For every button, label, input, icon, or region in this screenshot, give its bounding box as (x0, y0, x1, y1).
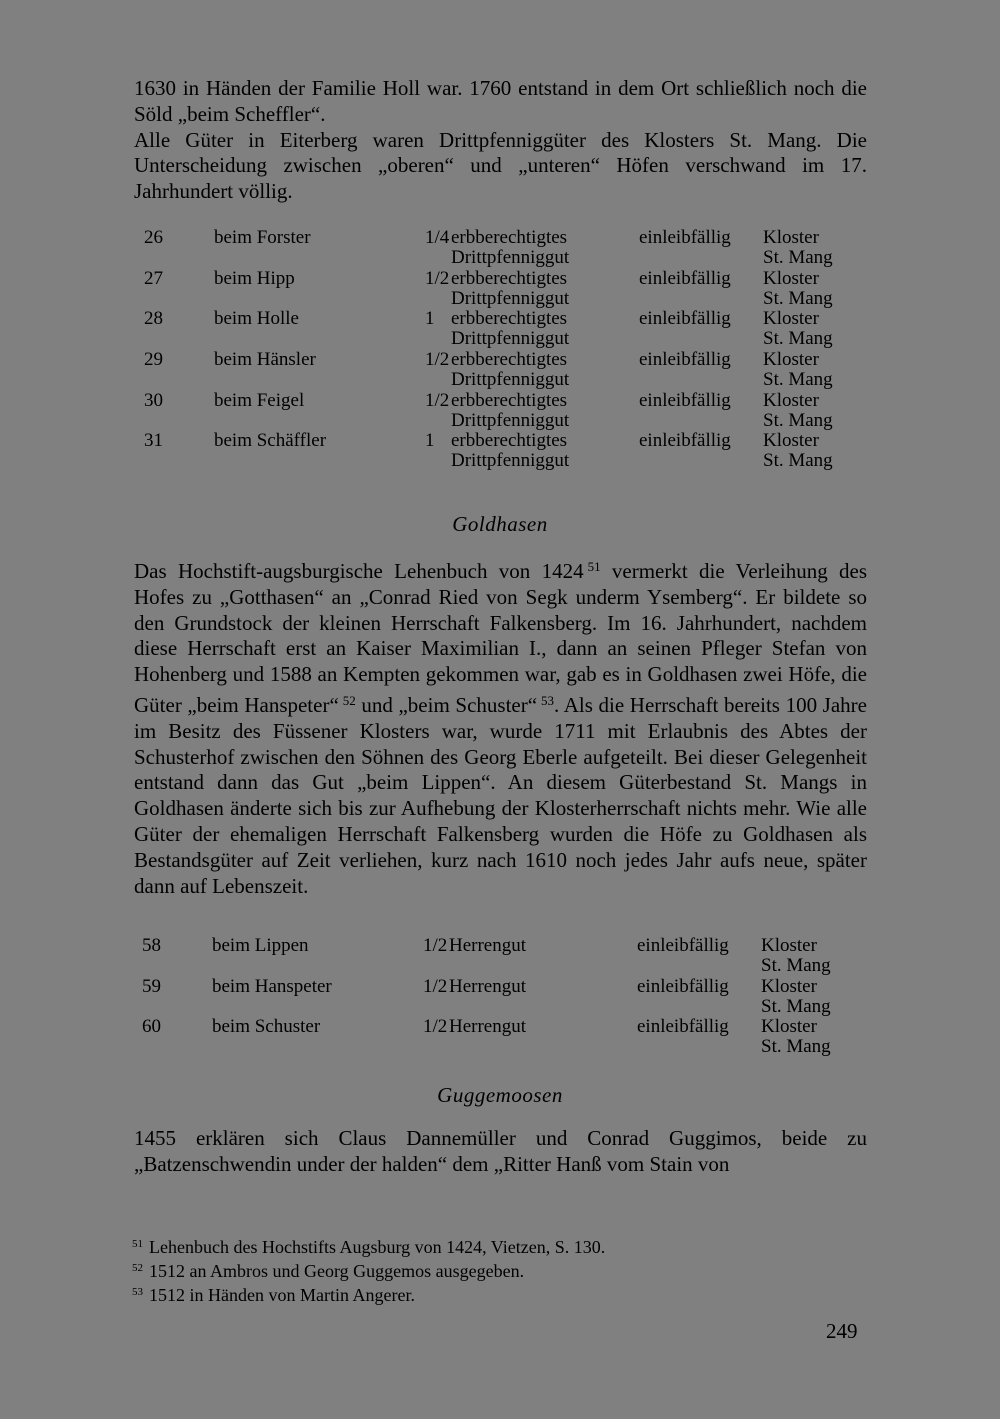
farm-type: erbberechtigtes (451, 308, 568, 330)
footnote-text: Lehenbuch des Hochstifts Augsburg von 1424, Vietzen, S. 130. (149, 1237, 606, 1257)
owner: Kloster (761, 935, 817, 956)
table-row (0, 1016, 1000, 1057)
table-row (0, 430, 1000, 471)
footnote-number: 53 (132, 1286, 143, 1298)
goldhasen-paragraph (134, 554, 867, 899)
row-number: 58 (142, 935, 161, 956)
farm-status: einleibfällig (639, 349, 731, 371)
owner-2: St. Mang (763, 450, 833, 472)
intro-paragraph (134, 76, 867, 205)
farm-status: einleibfällig (639, 227, 731, 248)
footnote-number: 52 (132, 1262, 143, 1274)
farm-type-2: Drittpfenniggut (451, 369, 570, 391)
farm-name: beim Lippen (212, 935, 309, 956)
page-number: 249 (826, 1319, 858, 1343)
owner-2: St. Mang (763, 247, 833, 268)
farm-name: beim Schuster (212, 1016, 321, 1038)
farm-type: erbberechtigtes (451, 227, 568, 248)
farm-type: erbberechtigtes (451, 389, 568, 411)
footnotes (132, 1234, 605, 1306)
farm-share: 1/4 (425, 227, 450, 248)
goldhasen-text-c: und „beim Schuster“ (355, 692, 538, 717)
section-heading-goldhasen: Goldhasen (452, 512, 548, 536)
row-number: 28 (144, 308, 163, 330)
row-number: 27 (144, 267, 163, 289)
farm-type-2: Drittpfenniggut (451, 287, 570, 309)
row-number: 59 (142, 975, 161, 997)
table-row (0, 227, 1000, 268)
row-number: 29 (144, 349, 163, 371)
farm-name: beim Hanspeter (212, 975, 332, 997)
farm-status: einleibfällig (637, 975, 729, 997)
owner-2: St. Mang (763, 369, 833, 391)
owner: Kloster (763, 349, 819, 371)
footnote-text: 1512 an Ambros und Georg Guggemos ausgegeben. (149, 1261, 525, 1281)
goldhasen-table (0, 935, 1000, 1057)
farm-name: beim Feigel (214, 389, 305, 411)
footnote-ref-52[interactable]: 52 (342, 692, 356, 708)
farm-share: 1/2 (425, 267, 450, 289)
farm-type-2: Drittpfenniggut (451, 450, 570, 472)
owner-2: St. Mang (763, 287, 833, 309)
table-row (0, 268, 1000, 309)
owner: Kloster (763, 430, 819, 452)
farm-share: 1/2 (423, 975, 448, 997)
owner: Kloster (763, 227, 819, 248)
footnote (132, 1282, 605, 1306)
farm-share: 1/2 (425, 389, 450, 411)
table-row (0, 935, 1000, 976)
farm-name: beim Forster (214, 227, 311, 248)
farm-status: einleibfällig (639, 267, 731, 289)
farm-type-2: Drittpfenniggut (451, 328, 570, 350)
farm-status: einleibfällig (639, 308, 731, 330)
farm-status: einleibfällig (639, 430, 731, 452)
farm-share: 1/2 (423, 935, 448, 956)
footnote-text: 1512 in Händen von Martin Angerer. (149, 1285, 415, 1305)
owner: Kloster (763, 389, 819, 411)
farm-status: einleibfällig (639, 389, 731, 411)
farm-type-2: Drittpfenniggut (451, 247, 570, 268)
footnote-ref-51[interactable]: 51 (587, 559, 601, 574)
intro-line2: Alle Güter in Eiterberg waren Drittpfenniggüter des Klosters St. Mang. Die Unterscheidung zwischen „oberen“ und „unteren“ Höfen verschwand im 17. Jahrhundert völlig. (134, 127, 867, 204)
row-number: 26 (144, 227, 163, 248)
farm-type: Herrengut (449, 975, 527, 997)
farm-share: 1 (425, 430, 435, 452)
section-heading-guggemoosen: Guggemoosen (437, 1083, 563, 1107)
farm-status: einleibfällig (637, 1016, 729, 1038)
farm-type: Herrengut (449, 1016, 527, 1038)
table-row (0, 308, 1000, 349)
eiterberg-table (0, 227, 1000, 471)
footnote-ref-53[interactable]: 53 (541, 692, 555, 708)
row-number: 31 (144, 430, 163, 452)
goldhasen-text-a: Das Hochstift-augsburgische Lehenbuch von 1424 (134, 559, 584, 583)
farm-status: einleibfällig (637, 935, 729, 956)
farm-name: beim Schäffler (214, 430, 327, 452)
owner: Kloster (763, 308, 819, 330)
farm-share: 1/2 (425, 349, 450, 371)
farm-share: 1/2 (423, 1016, 448, 1038)
guggemoosen-paragraph: 1455 erklären sich Claus Dannemüller und Conrad Guggimos, beide zu „Batzenschwendin under der halden“ dem „Ritter Hanß vom Stain von (134, 1126, 867, 1176)
farm-share: 1 (425, 308, 435, 330)
owner-2: St. Mang (761, 1036, 831, 1058)
owner: Kloster (763, 267, 819, 289)
footnote (132, 1258, 605, 1282)
farm-type-2: Drittpfenniggut (451, 409, 570, 431)
owner-2: St. Mang (761, 995, 831, 1017)
table-row (0, 390, 1000, 431)
owner-2: St. Mang (763, 328, 833, 350)
owner-2: St. Mang (763, 409, 833, 431)
table-row (0, 349, 1000, 390)
goldhasen-text-d: . Als die Herrschaft bereits 100 Jahre im Besitz des Füssener Klosters war, wurde 1711 mit Erlaubnis des Abtes der Schusterhof zwischen den Söhnen des Georg Eberle aufgeteilt. Bei dieser Gelegenheit entstand dann das Gut „beim Lippen“. An diesem Güterbestand St. Mangs in Goldhasen änderte sich bis zur Aufhebung der Klosterherrschaft nichts mehr. Wie alle Güter der ehemaligen Herrschaft Falkensberg wurden die Höfe zu Goldhasen als Bestandsgüter auf Zeit verliehen, kurz nach 1610 noch jedes Jahr aufs neue, später dann auf Lebenszeit. (134, 692, 867, 898)
row-number: 30 (144, 389, 163, 411)
goldhasen-text-b: vermerkt die Verleihung des Hofes zu „Gotthasen“ an „Conrad Ried von Segk underm Ysemberg“. Er bildete so den Grundstock der kleinen Herrschaft Falkensberg. Im 16. Jahrhundert, nachdem diese Herrschaft erst an Kaiser Maximilian I., dann an seinen Pfleger Stefan von Hohenberg und 1588 an Kempten gekommen war, gab es in Goldhasen zwei Höfe, die Güter „beim Hanspeter“ (134, 559, 867, 717)
footnote-number: 51 (132, 1238, 143, 1250)
owner: Kloster (761, 975, 817, 997)
owner: Kloster (761, 1016, 817, 1038)
farm-type: erbberechtigtes (451, 349, 568, 371)
table-row (0, 976, 1000, 1017)
row-number: 60 (142, 1016, 161, 1038)
farm-type: Herrengut (449, 935, 527, 956)
footnote (132, 1234, 605, 1258)
farm-name: beim Holle (214, 308, 299, 330)
farm-name: beim Hänsler (214, 349, 316, 371)
farm-name: beim Hipp (214, 267, 295, 289)
intro-line1: 1630 in Händen der Familie Holl war. 1760 entstand in dem Ort schließlich noch die Söld „beim Scheffler“. (134, 76, 867, 126)
farm-type: erbberechtigtes (451, 267, 568, 289)
owner-2: St. Mang (761, 955, 831, 976)
farm-type: erbberechtigtes (451, 430, 568, 452)
